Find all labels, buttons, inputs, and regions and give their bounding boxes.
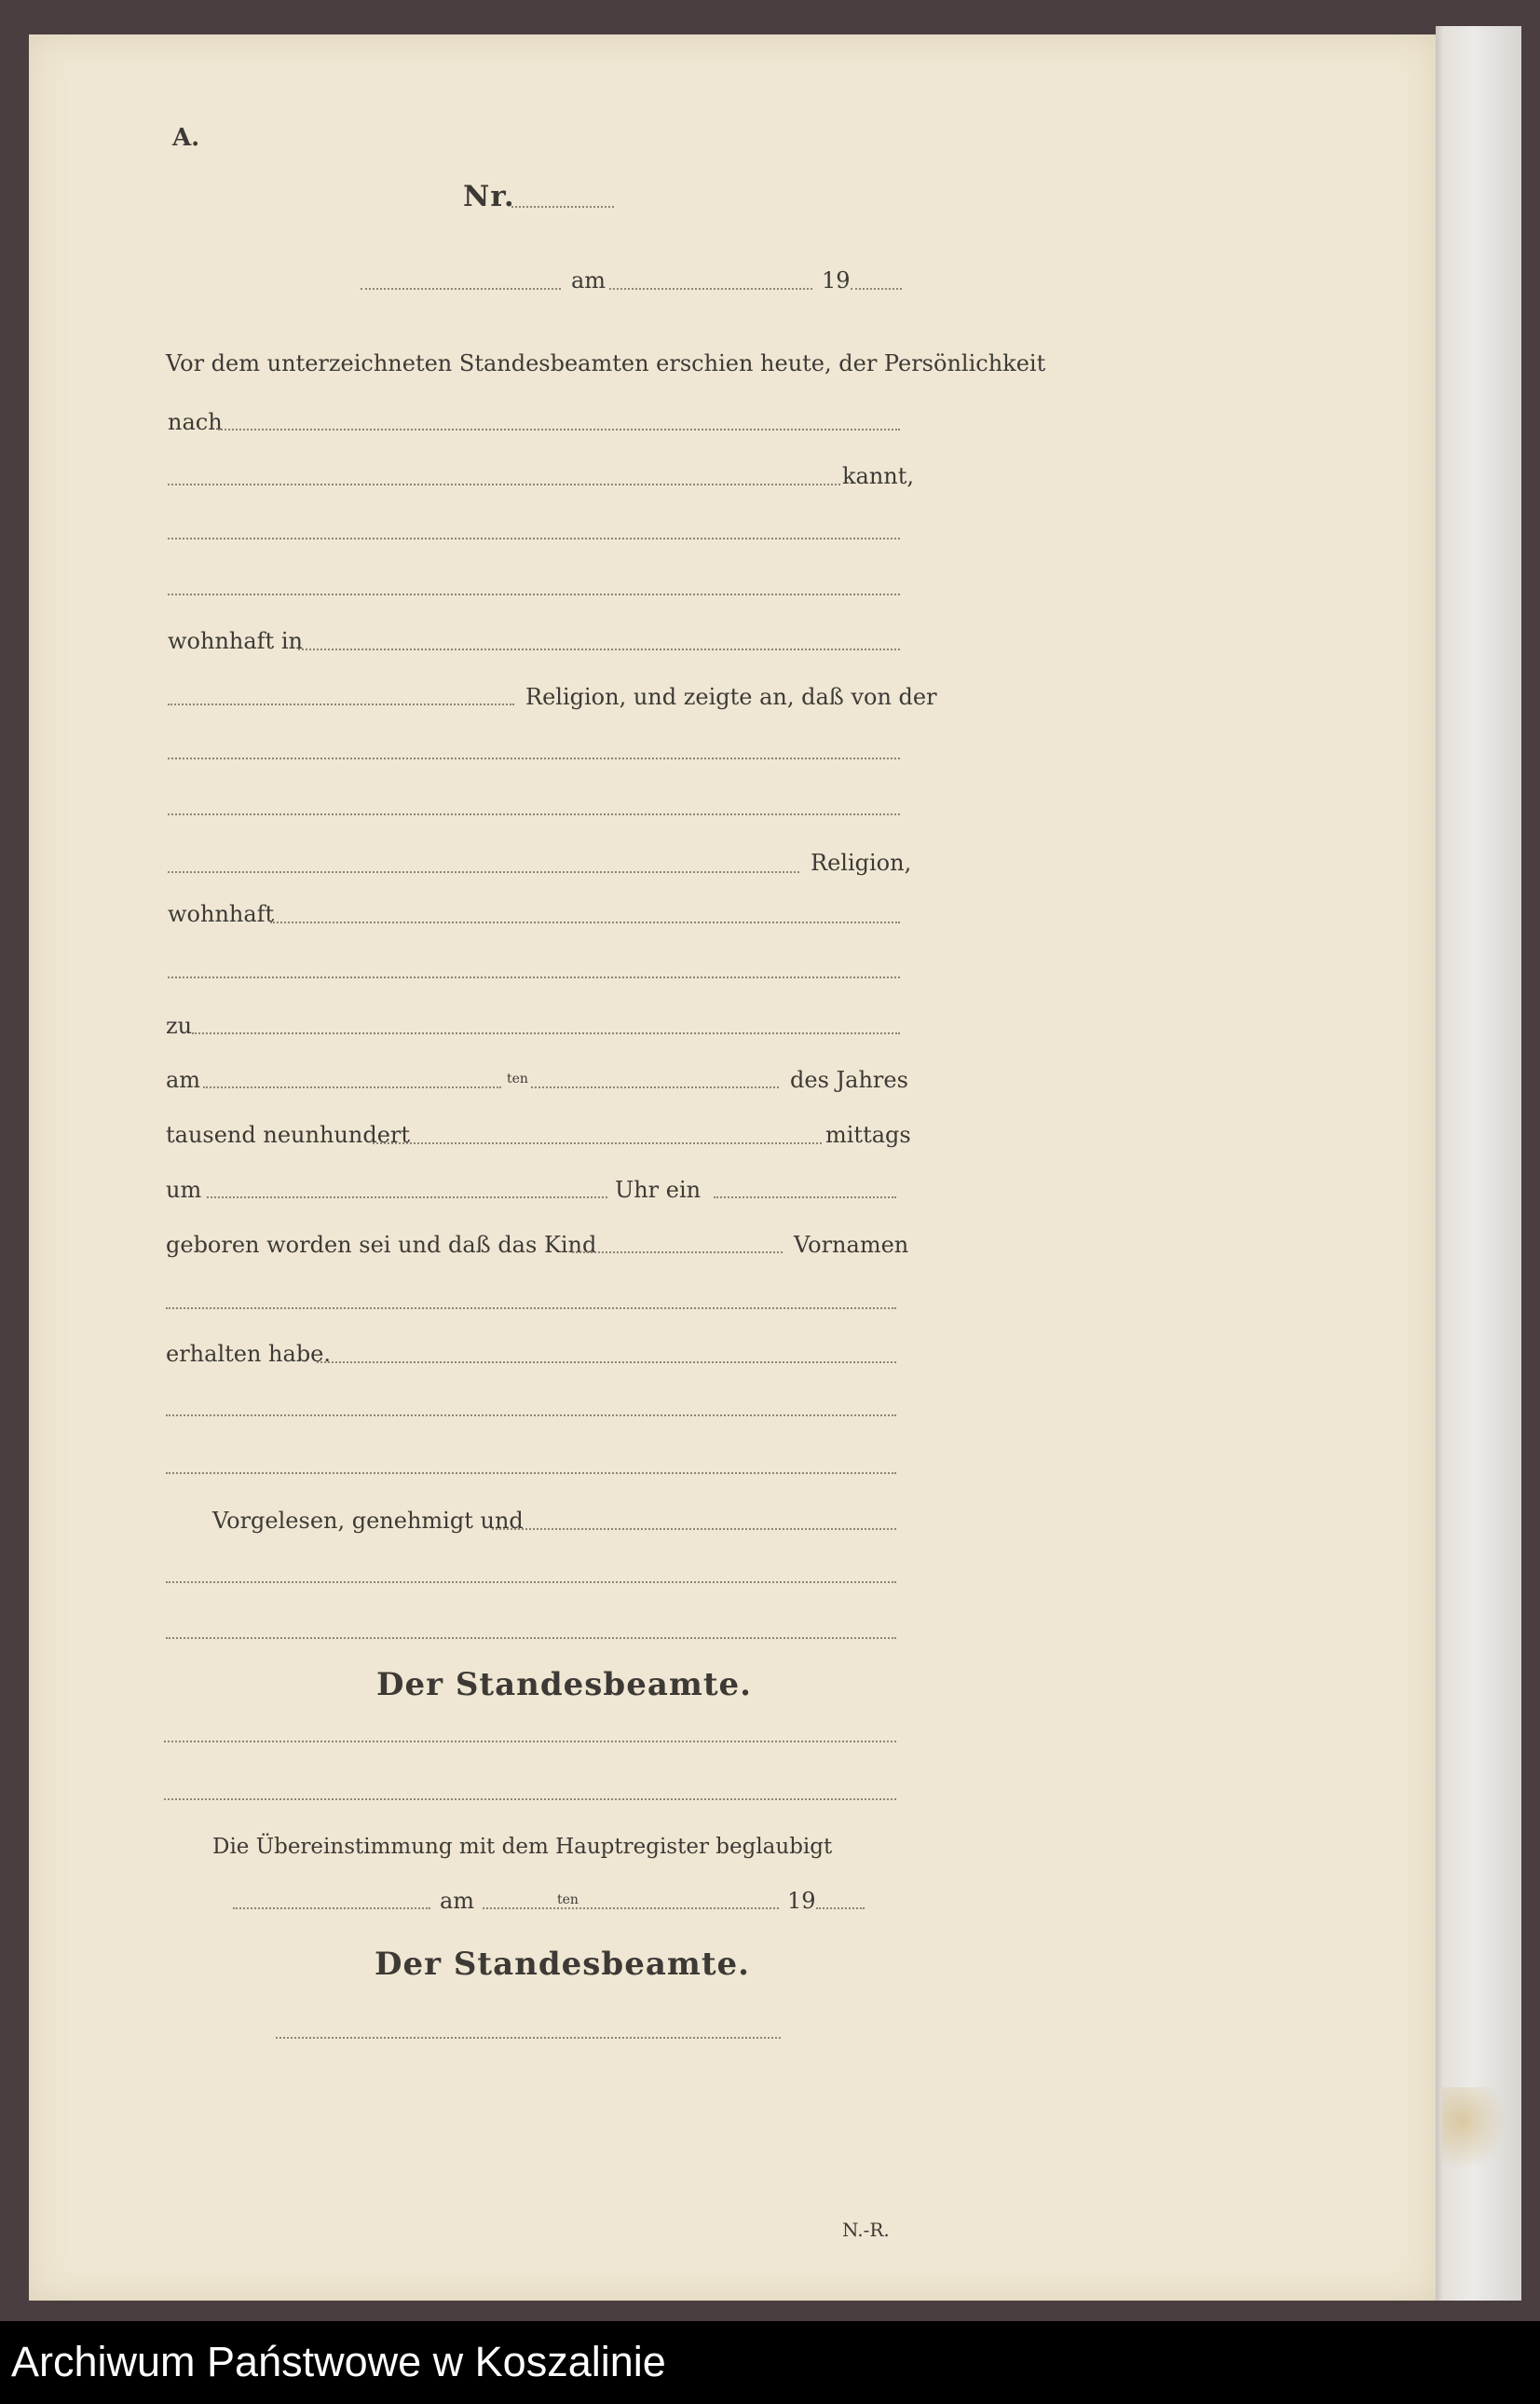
form-label-a: A. bbox=[172, 124, 200, 152]
kannt-label: kannt, bbox=[842, 463, 915, 489]
final-signature-line bbox=[276, 2037, 781, 2039]
blank-line-5 bbox=[168, 977, 900, 978]
cert-year-line bbox=[816, 1907, 865, 1909]
zu-line bbox=[192, 1032, 900, 1034]
place-line bbox=[361, 288, 561, 290]
blank-line-10 bbox=[166, 1637, 896, 1639]
blank-line-8 bbox=[166, 1472, 896, 1474]
vorgelesen-line bbox=[492, 1528, 896, 1530]
blank-line-6 bbox=[166, 1307, 896, 1309]
kannt-line bbox=[168, 484, 840, 485]
um-label: um bbox=[166, 1177, 202, 1203]
wohnhaft-in-label: wohnhaft in bbox=[168, 628, 303, 654]
archive-name: Archiwum Państwowe w Koszalinie bbox=[11, 2338, 666, 2385]
page-edge bbox=[1436, 26, 1521, 2304]
signature-line-1 bbox=[164, 1741, 896, 1742]
religion-label: Religion, bbox=[811, 850, 912, 876]
kind-line bbox=[572, 1251, 783, 1253]
cert-am-label: am bbox=[440, 1888, 475, 1914]
uhr-line bbox=[714, 1196, 896, 1198]
religion-line-1 bbox=[168, 703, 514, 705]
scan-border bbox=[0, 2301, 1540, 2321]
intro-line: Vor dem unterzeichneten Standesbeamten erschien heute, der Persönlichkeit bbox=[166, 350, 1046, 376]
religion-zeigte-label: Religion, und zeigte an, daß von der bbox=[525, 684, 937, 710]
am-line-2 bbox=[531, 1086, 779, 1088]
uebereinstimmung-label: Die Übereinstimmung mit dem Hauptregister beglaubigt bbox=[212, 1835, 833, 1859]
standesbeamte-heading-1: Der Standesbeamte. bbox=[376, 1666, 753, 1703]
am-line-1 bbox=[203, 1086, 501, 1088]
standesbeamte-heading-2: Der Standesbeamte. bbox=[375, 1946, 751, 1983]
stain bbox=[1442, 2087, 1507, 2171]
nach-label: nach bbox=[168, 409, 223, 435]
year-line bbox=[851, 288, 902, 290]
cert-ten-label: ten bbox=[557, 1892, 579, 1907]
wohnhaft-label: wohnhaft bbox=[168, 901, 275, 927]
vorgelesen-label: Vorgelesen, genehmigt und bbox=[212, 1508, 524, 1534]
zu-label: zu bbox=[166, 1013, 193, 1039]
erhalten-line bbox=[317, 1361, 896, 1363]
ten-label: ten bbox=[507, 1072, 528, 1086]
cert-place-line bbox=[233, 1907, 430, 1909]
vornamen-label: Vornamen bbox=[794, 1232, 909, 1258]
cert-date-line bbox=[483, 1907, 779, 1909]
uhr-ein-label: Uhr ein bbox=[615, 1177, 702, 1203]
blank-line-3 bbox=[168, 758, 900, 759]
mittags-label: mittags bbox=[825, 1122, 911, 1148]
blank-line-7 bbox=[166, 1414, 896, 1416]
date-am-label: am bbox=[571, 267, 606, 294]
nr-label: Nr. bbox=[463, 180, 515, 213]
blank-line-4 bbox=[168, 813, 900, 815]
year-prefix: 19 bbox=[822, 267, 851, 294]
um-line bbox=[207, 1196, 607, 1198]
blank-line-9 bbox=[166, 1581, 896, 1583]
date-line bbox=[609, 288, 812, 290]
wohnhaft-in-line bbox=[298, 649, 900, 650]
des-jahres-label: des Jahres bbox=[790, 1067, 908, 1093]
form-code: N.-R. bbox=[842, 2219, 890, 2241]
religion-line-2 bbox=[168, 871, 799, 873]
blank-line-2 bbox=[168, 594, 900, 595]
blank-line-1 bbox=[168, 538, 900, 540]
nach-line bbox=[218, 429, 900, 430]
erhalten-label: erhalten habe. bbox=[166, 1341, 332, 1367]
am-label: am bbox=[166, 1067, 201, 1093]
cert-year-prefix: 19 bbox=[787, 1888, 816, 1914]
nr-line bbox=[511, 206, 614, 208]
tausend-line bbox=[373, 1142, 822, 1144]
archive-footer bbox=[0, 2321, 1540, 2404]
wohnhaft-line bbox=[270, 922, 900, 923]
tausend-label: tausend neunhundert bbox=[166, 1122, 411, 1148]
signature-line-2 bbox=[164, 1798, 896, 1800]
geboren-label: geboren worden sei und daß das Kind bbox=[166, 1232, 597, 1258]
